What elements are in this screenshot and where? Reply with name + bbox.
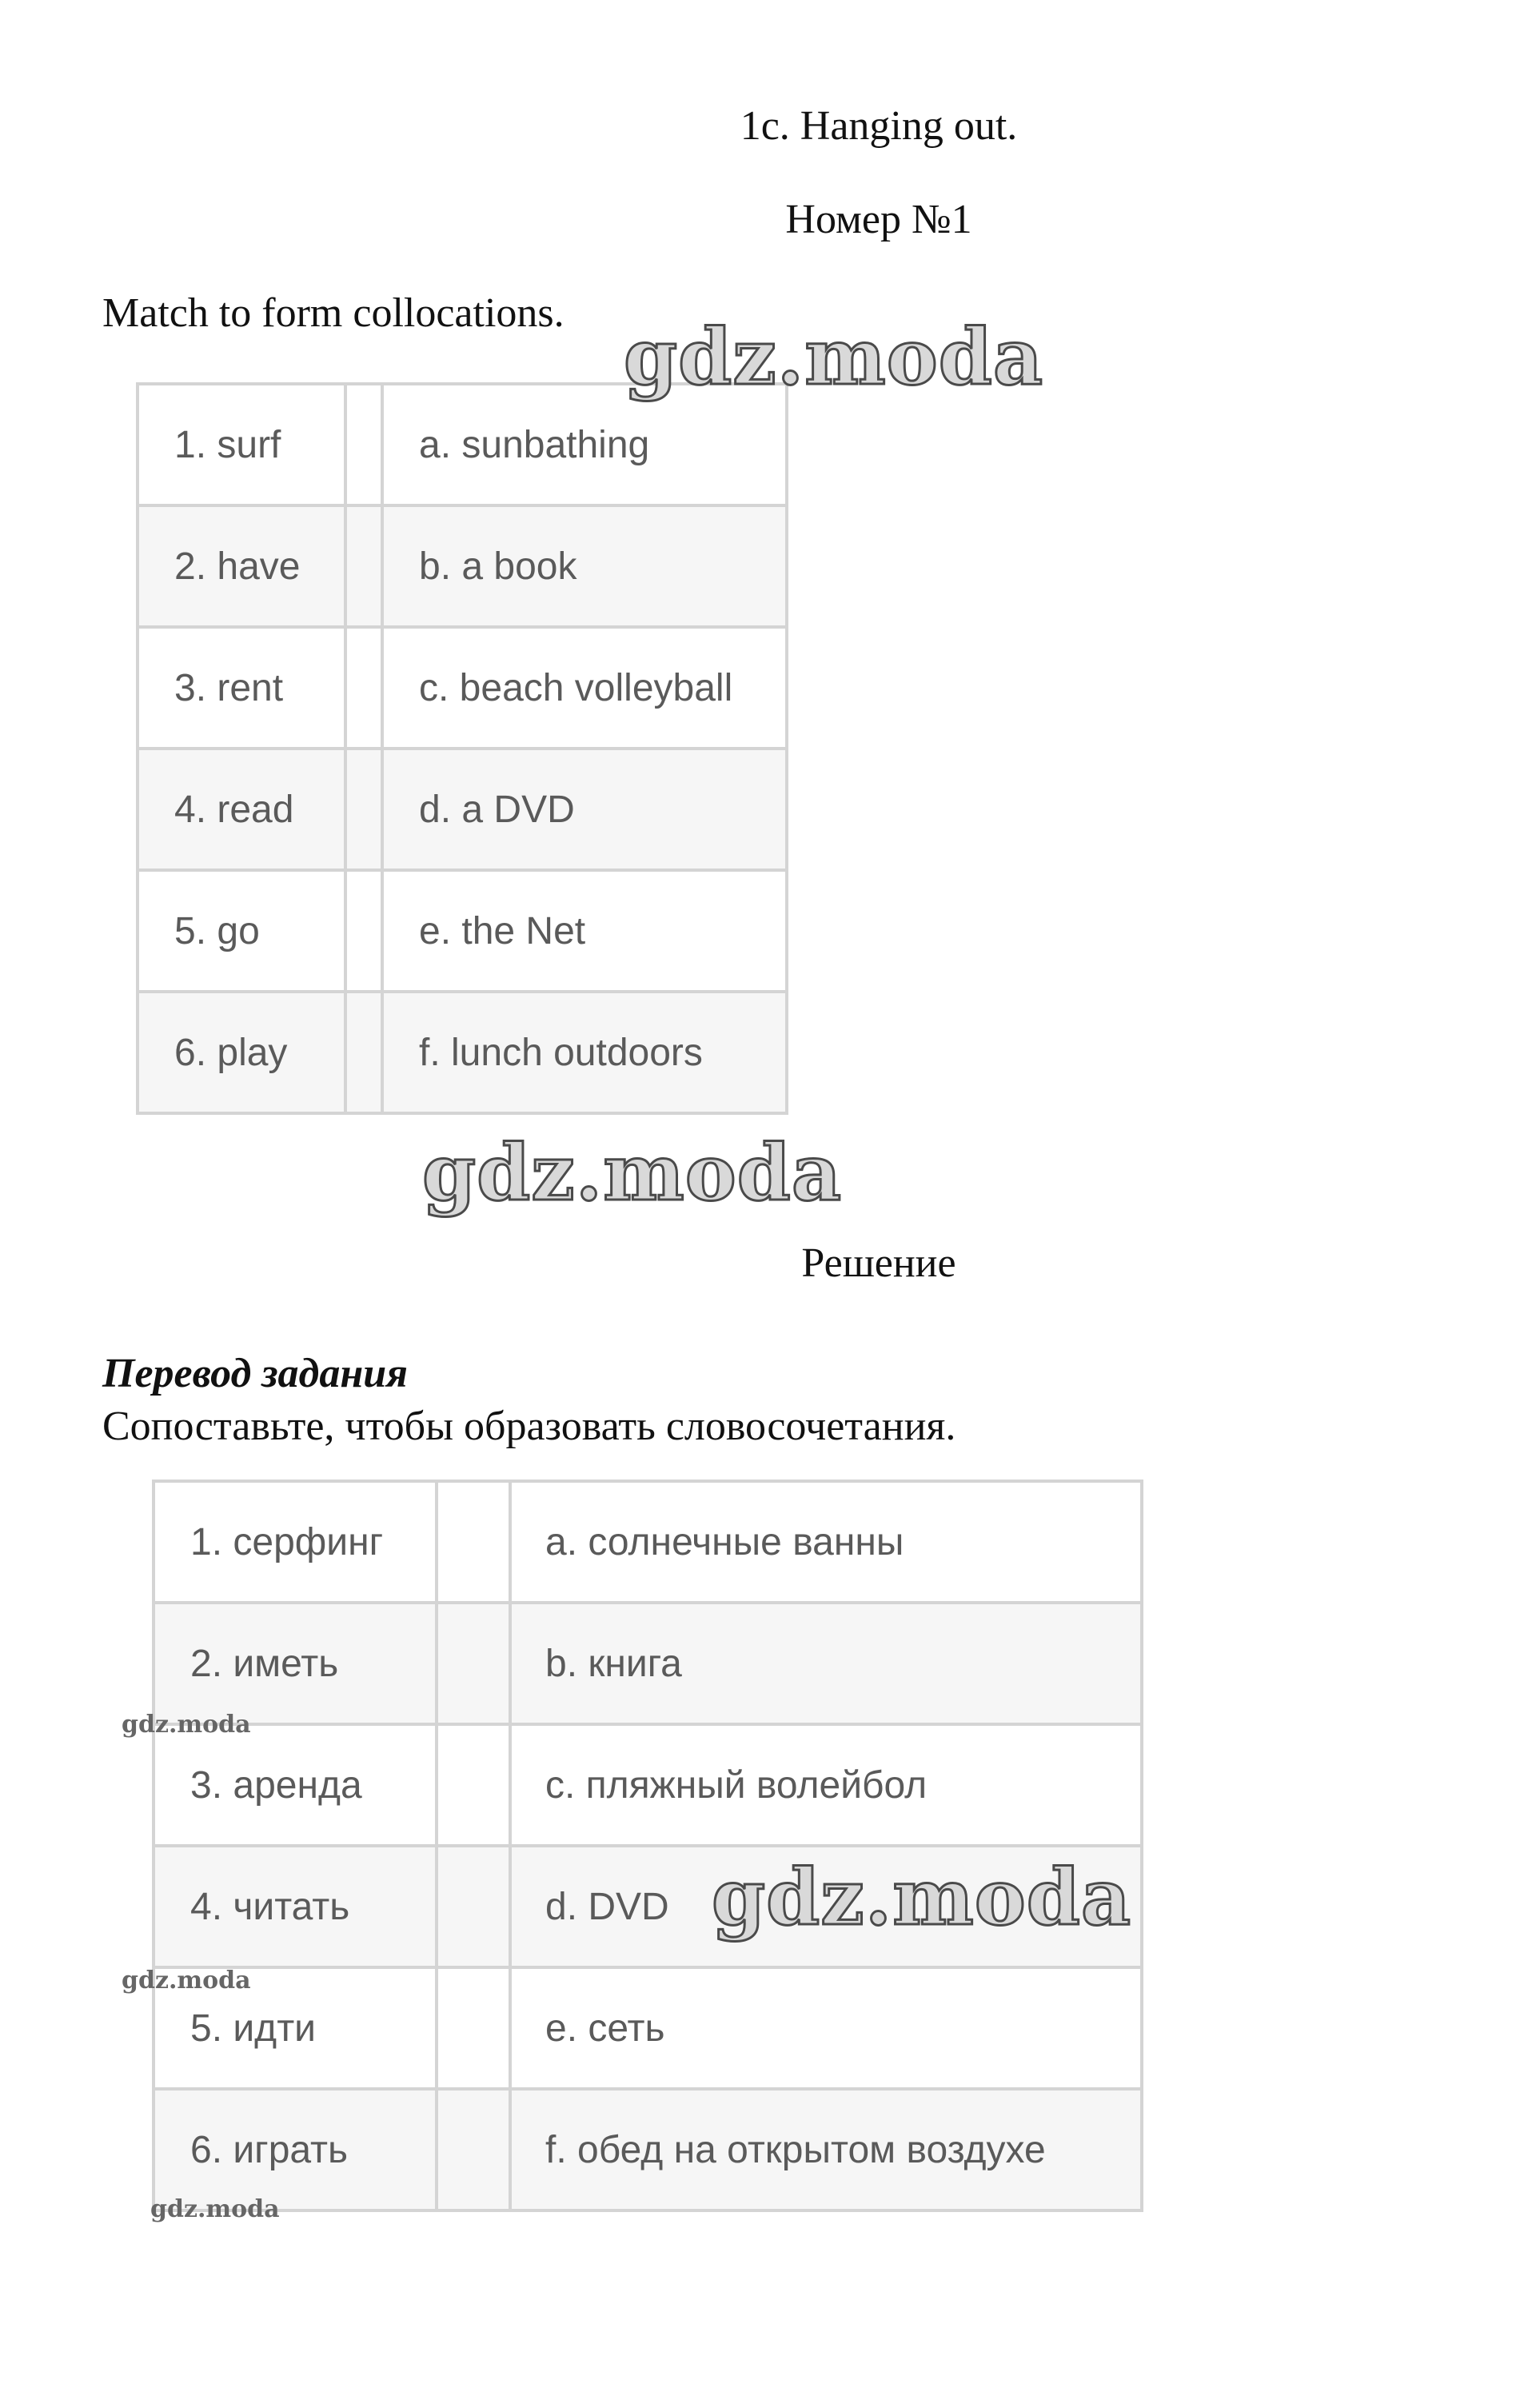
watermark: gdz.moda xyxy=(422,1128,843,1218)
left-cell: 3. аренда xyxy=(154,1724,437,1846)
right-cell: b. a book xyxy=(382,505,787,627)
answer-cell xyxy=(437,1724,510,1846)
answer-cell xyxy=(345,384,382,505)
watermark: gdz.moda xyxy=(122,1967,251,1995)
answer-cell xyxy=(345,627,382,749)
left-cell: 6. играть xyxy=(154,2089,437,2210)
answer-cell xyxy=(437,1846,510,1967)
answer-cell xyxy=(437,1603,510,1724)
table-row xyxy=(154,1967,1142,2089)
answer-cell xyxy=(345,992,382,1113)
answer-cell xyxy=(345,505,382,627)
answer-cell xyxy=(345,749,382,870)
russian-match-table xyxy=(152,1480,1143,2212)
right-cell: d. DVD xyxy=(510,1846,1142,1967)
right-cell: f. обед на открытом воздухе xyxy=(510,2089,1142,2210)
left-cell: 2. иметь xyxy=(154,1603,437,1724)
left-cell: 2. have xyxy=(138,505,345,627)
left-cell: 1. серфинг xyxy=(154,1481,437,1603)
left-cell: 4. читать xyxy=(154,1846,437,1967)
watermark: gdz.moda xyxy=(150,2195,280,2223)
left-cell: 1. surf xyxy=(138,384,345,505)
table-row xyxy=(138,749,787,870)
left-cell: 4. read xyxy=(138,749,345,870)
left-cell: 3. rent xyxy=(138,627,345,749)
right-cell: b. книга xyxy=(510,1603,1142,1724)
table-row xyxy=(154,1603,1142,1724)
table-row xyxy=(154,2089,1142,2210)
right-cell: a. sunbathing xyxy=(382,384,787,505)
right-cell: c. beach volleyball xyxy=(382,627,787,749)
watermark: gdz.moda xyxy=(624,312,1044,402)
right-cell: f. lunch outdoors xyxy=(382,992,787,1113)
answer-cell xyxy=(437,1481,510,1603)
table-row xyxy=(138,505,787,627)
right-cell: d. a DVD xyxy=(382,749,787,870)
answer-cell xyxy=(345,870,382,992)
right-cell: a. солнечные ванны xyxy=(510,1481,1142,1603)
task-instruction: Match to form collocations. xyxy=(102,290,565,336)
answer-cell xyxy=(437,2089,510,2210)
translation-heading: Перевод задания xyxy=(102,1351,408,1396)
table-row xyxy=(154,1724,1142,1846)
table-row xyxy=(154,1481,1142,1603)
page-title: 1c. Hanging out. xyxy=(740,103,1018,149)
left-cell: 5. go xyxy=(138,870,345,992)
table-row xyxy=(138,627,787,749)
right-cell: e. сеть xyxy=(510,1967,1142,2089)
right-cell: c. пляжный волейбол xyxy=(510,1724,1142,1846)
left-cell: 6. play xyxy=(138,992,345,1113)
watermark: gdz.moda xyxy=(712,1852,1132,1943)
solution-heading: Решение xyxy=(801,1240,956,1286)
left-cell: 5. идти xyxy=(154,1967,437,2089)
table-row xyxy=(138,870,787,992)
answer-cell xyxy=(437,1967,510,2089)
right-cell: e. the Net xyxy=(382,870,787,992)
watermark: gdz.moda xyxy=(122,1711,251,1739)
table-row xyxy=(138,992,787,1113)
translation-instruction: Сопоставьте, чтобы образовать словосочетания. xyxy=(102,1404,956,1449)
english-match-table xyxy=(136,382,788,1115)
exercise-number: Номер №1 xyxy=(785,197,972,242)
